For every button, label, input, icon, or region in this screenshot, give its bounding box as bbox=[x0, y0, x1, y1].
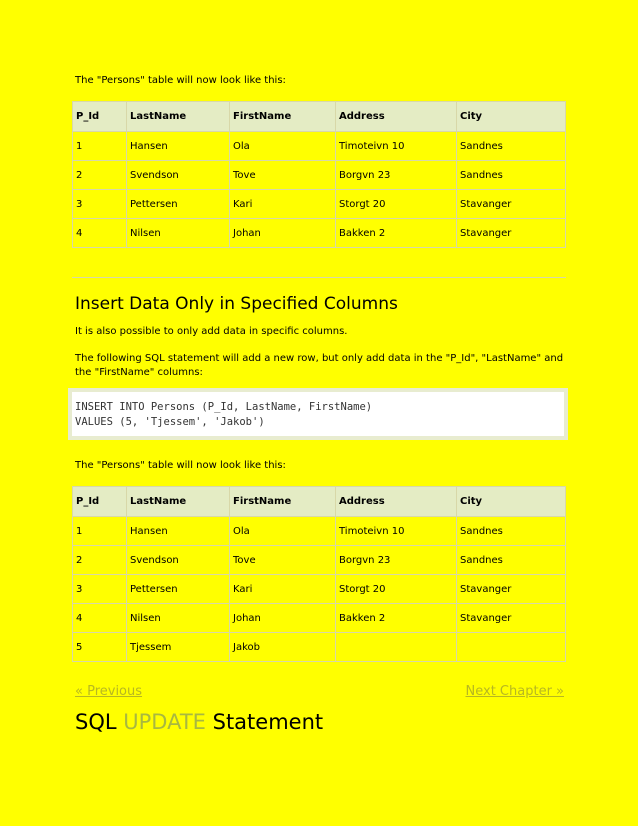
table-cell: 1 bbox=[73, 132, 127, 161]
section-paragraph-1: It is also possible to only add data in specific columns. bbox=[75, 326, 348, 337]
table-cell: Johan bbox=[230, 604, 336, 633]
table-row bbox=[73, 633, 566, 662]
table-cell: Timoteivn 10 bbox=[336, 132, 457, 161]
table-cell: 3 bbox=[73, 575, 127, 604]
column-header: City bbox=[457, 102, 566, 132]
title-part-sql: SQL bbox=[75, 710, 117, 734]
table-cell: 2 bbox=[73, 161, 127, 190]
section-heading: Insert Data Only in Specified Columns bbox=[75, 294, 398, 314]
column-header: Address bbox=[336, 102, 457, 132]
table-cell: Tjessem bbox=[127, 633, 230, 662]
table-cell: 1 bbox=[73, 517, 127, 546]
table-cell: Stavanger bbox=[457, 604, 566, 633]
table-cell: Sandnes bbox=[457, 517, 566, 546]
table-cell: Hansen bbox=[127, 517, 230, 546]
column-header: P_Id bbox=[73, 487, 127, 517]
persons-table-1 bbox=[72, 101, 566, 248]
column-header: P_Id bbox=[73, 102, 127, 132]
table-cell: 4 bbox=[73, 604, 127, 633]
code-line-1: INSERT INTO Persons (P_Id, LastName, FirstName) bbox=[75, 401, 373, 413]
table-cell: Sandnes bbox=[457, 546, 566, 575]
title-part-statement: Statement bbox=[212, 710, 324, 734]
table-row bbox=[73, 517, 566, 546]
table-header-row bbox=[73, 487, 566, 517]
table-row bbox=[73, 132, 566, 161]
table-cell: Nilsen bbox=[127, 604, 230, 633]
table-cell: Ola bbox=[230, 132, 336, 161]
next-section-title bbox=[75, 710, 323, 734]
table-row bbox=[73, 161, 566, 190]
table-cell: Tove bbox=[230, 161, 336, 190]
table-cell bbox=[336, 633, 457, 662]
table-cell: Pettersen bbox=[127, 575, 230, 604]
previous-link[interactable]: « Previous bbox=[75, 684, 143, 699]
table-cell: Nilsen bbox=[127, 219, 230, 248]
table-header-row bbox=[73, 102, 566, 132]
table-cell: Kari bbox=[230, 575, 336, 604]
table-cell: Sandnes bbox=[457, 161, 566, 190]
table-cell: Johan bbox=[230, 219, 336, 248]
table-cell: Kari bbox=[230, 190, 336, 219]
table-cell: Timoteivn 10 bbox=[336, 517, 457, 546]
intro-text-1: The "Persons" table will now look like this: bbox=[75, 75, 286, 86]
table-cell: Ola bbox=[230, 517, 336, 546]
table-cell: Tove bbox=[230, 546, 336, 575]
section-divider bbox=[72, 277, 566, 278]
table-cell: Bakken 2 bbox=[336, 219, 457, 248]
table-cell: Hansen bbox=[127, 132, 230, 161]
intro-text-2: The "Persons" table will now look like this: bbox=[75, 460, 286, 471]
table-cell: Borgvn 23 bbox=[336, 161, 457, 190]
section-paragraph-2: The following SQL statement will add a new row, but only add data in the "P_Id", "LastName" and the "FirstName" columns: bbox=[75, 353, 564, 378]
code-line-2: VALUES (5, 'Tjessem', 'Jakob') bbox=[75, 416, 265, 428]
table-cell: Storgt 20 bbox=[336, 575, 457, 604]
table-cell: Stavanger bbox=[457, 219, 566, 248]
table-cell bbox=[457, 633, 566, 662]
table-cell: Sandnes bbox=[457, 132, 566, 161]
table-row bbox=[73, 546, 566, 575]
table-row bbox=[73, 575, 566, 604]
table-cell: Storgt 20 bbox=[336, 190, 457, 219]
column-header: LastName bbox=[127, 487, 230, 517]
table-cell: 3 bbox=[73, 190, 127, 219]
table-cell: Pettersen bbox=[127, 190, 230, 219]
column-header: FirstName bbox=[230, 102, 336, 132]
table-cell: Stavanger bbox=[457, 190, 566, 219]
table-cell: Svendson bbox=[127, 161, 230, 190]
code-example bbox=[68, 388, 568, 440]
table-row bbox=[73, 219, 566, 248]
table-cell: Borgvn 23 bbox=[336, 546, 457, 575]
column-header: City bbox=[457, 487, 566, 517]
next-chapter-link[interactable]: Next Chapter » bbox=[465, 684, 564, 699]
table-cell: 4 bbox=[73, 219, 127, 248]
column-header: FirstName bbox=[230, 487, 336, 517]
table-row bbox=[73, 604, 566, 633]
table-cell: Jakob bbox=[230, 633, 336, 662]
table-cell: 5 bbox=[73, 633, 127, 662]
table-row bbox=[73, 190, 566, 219]
column-header: Address bbox=[336, 487, 457, 517]
column-header: LastName bbox=[127, 102, 230, 132]
table-cell: Bakken 2 bbox=[336, 604, 457, 633]
table-cell: 2 bbox=[73, 546, 127, 575]
persons-table-2 bbox=[72, 486, 566, 662]
title-part-update: UPDATE bbox=[123, 710, 206, 734]
table-cell: Stavanger bbox=[457, 575, 566, 604]
table-cell: Svendson bbox=[127, 546, 230, 575]
